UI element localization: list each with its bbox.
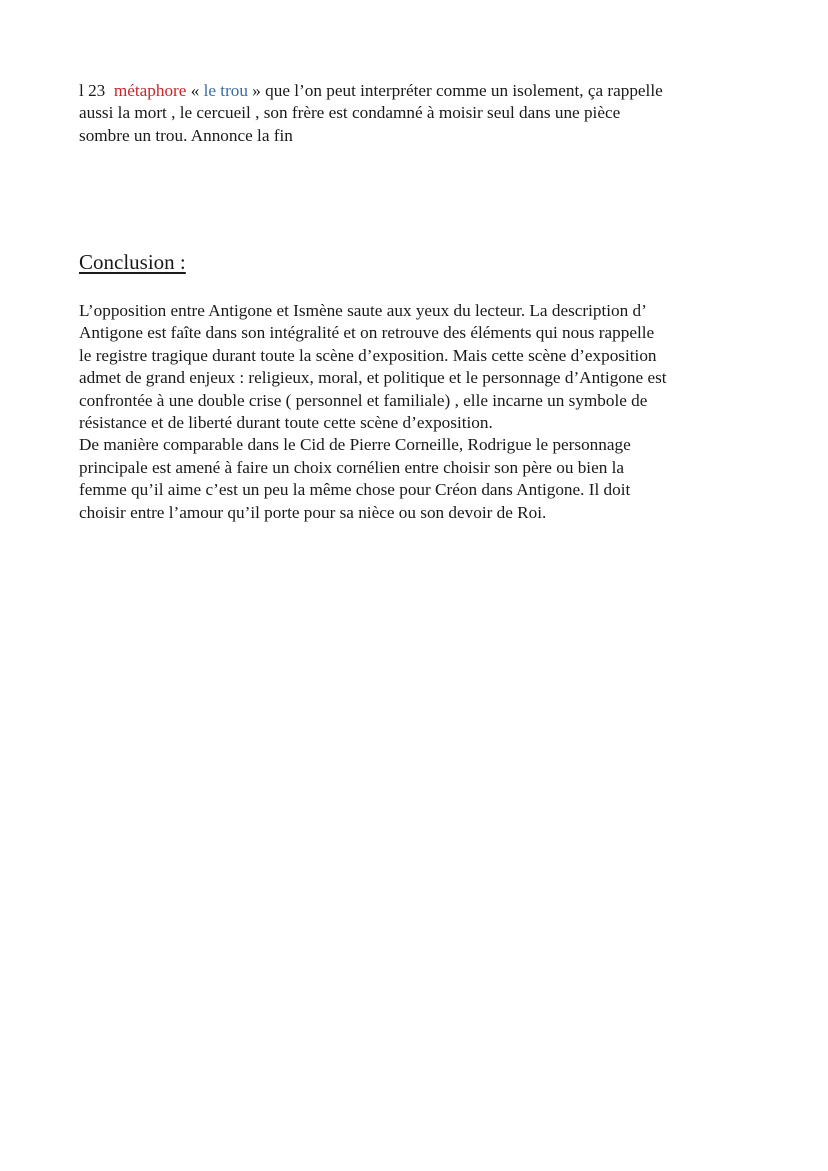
conclusion-line: principale est amené à faire un choix cornélien entre choisir son père ou bien la xyxy=(79,457,624,477)
line-reference: l 23 xyxy=(79,81,106,100)
intro-line-3: sombre un trou. Annonce la fin xyxy=(79,125,293,145)
conclusion-line: L’opposition entre Antigone et Ismène saute aux yeux du lecteur. La description d’ xyxy=(79,301,647,320)
conclusion-line: confrontée à une double crise ( personnel et familiale) , elle incarne un symbole de xyxy=(79,390,648,410)
quote-open: « xyxy=(190,81,200,100)
conclusion-line: Antigone est faîte dans son intégralité et on retrouve des éléments qui nous rappelle xyxy=(79,323,655,343)
conclusion-heading: Conclusion : xyxy=(79,250,186,274)
conclusion-line: De manière comparable dans le Cid de Pierre Corneille, Rodrigue le personnage xyxy=(79,435,631,455)
figure-of-speech: métaphore xyxy=(113,81,187,100)
conclusion-line: le registre tragique durant toute la scène d’exposition. Mais cette scène d’exposition xyxy=(79,345,657,365)
intro-line-1 xyxy=(79,80,759,102)
intro-line-1-rest: » que l’on peut interpréter comme un isolement, ça rappelle xyxy=(252,81,663,100)
intro-line-2: aussi la mort , le cercueil , son frère est condamné à moisir seul dans une pièce xyxy=(79,103,621,123)
quoted-text: le trou xyxy=(203,81,248,100)
conclusion-line: résistance et de liberté durant toute cette scène d’exposition. xyxy=(79,413,493,433)
conclusion-paragraph xyxy=(79,300,759,524)
intro-paragraph xyxy=(79,80,759,147)
conclusion-line: femme qu’il aime c’est un peu la même chose pour Créon dans Antigone. Il doit xyxy=(79,480,631,500)
conclusion-line: choisir entre l’amour qu’il porte pour sa nièce ou son devoir de Roi. xyxy=(79,502,547,522)
conclusion-line: admet de grand enjeux : religieux, moral, et politique et le personnage d’Antigone est xyxy=(79,368,667,388)
